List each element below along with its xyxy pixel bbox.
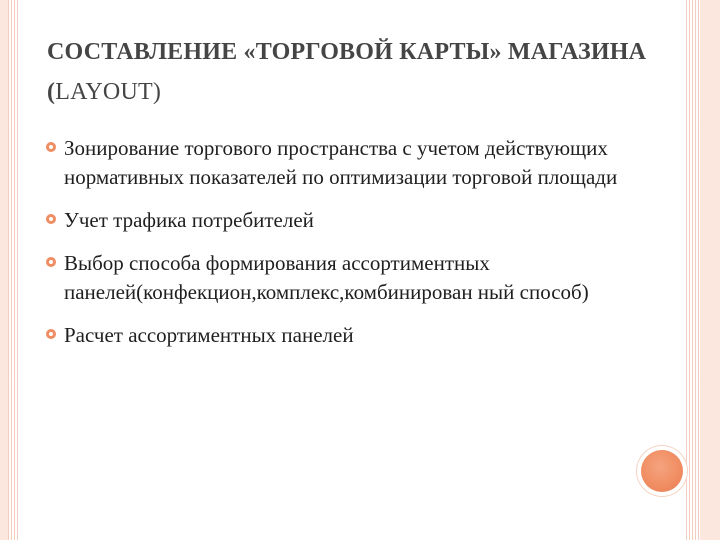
right-stripe-decoration [686, 0, 700, 540]
ring-bullet-icon [46, 142, 56, 152]
bullet-text: Выбор способа формирования ассортиментных панелей(конфекцион,комплекс,комбинирован ный способ) [64, 251, 589, 304]
ring-bullet-icon [46, 257, 56, 267]
slide-title [47, 32, 647, 112]
bullet-text: Расчет ассортиментных панелей [64, 323, 354, 347]
right-border-band [700, 0, 720, 540]
bullet-text: Зонирование торгового пространства с учетом действующих нормативных показателей по оптимизации торговой площади [64, 136, 618, 189]
left-stripe-decoration [8, 0, 20, 540]
bullet-item [46, 249, 626, 307]
ring-bullet-icon [46, 329, 56, 339]
bullet-item [46, 134, 626, 192]
bullet-text: Учет трафика потребителей [64, 208, 314, 232]
bullet-item [46, 321, 626, 350]
bullet-item [46, 206, 626, 235]
ring-bullet-icon [46, 214, 56, 224]
bullet-list [46, 134, 626, 364]
slide-title-tail: LAYOUT) [55, 79, 162, 105]
left-border-band [0, 0, 8, 540]
slide-title-main: СОСТАВЛЕНИЕ «ТОРГОВОЙ КАРТЫ» МАГАЗИНА ( [47, 39, 647, 105]
orange-circle-decoration [641, 450, 683, 492]
